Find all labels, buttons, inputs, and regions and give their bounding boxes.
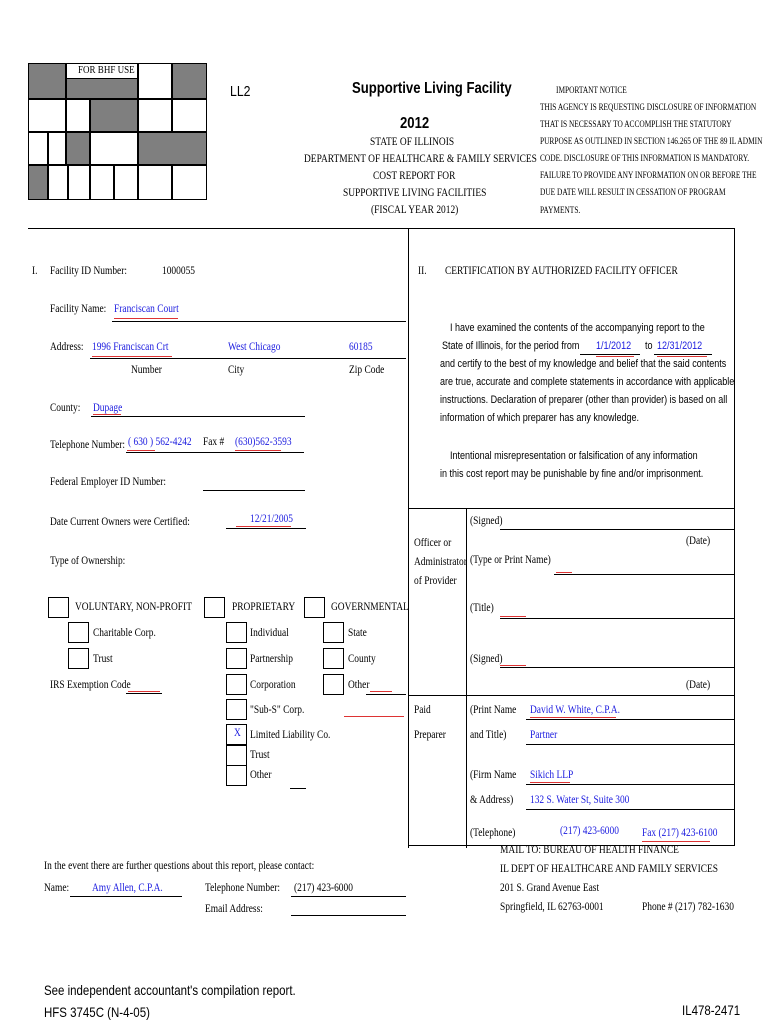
zip-caption: Zip Code (349, 364, 385, 376)
irs-label: IRS Exemption Code (50, 679, 131, 691)
spell-mark (556, 572, 572, 573)
warning-line: Intentional misrepresentation or falsification of any information (450, 450, 698, 462)
county-gov-checkbox[interactable] (323, 648, 344, 669)
officer-title-label: (Title) (470, 602, 494, 614)
facility-name-value[interactable]: Franciscan Court (114, 303, 179, 315)
period-to-value[interactable]: 12/31/2012 (657, 340, 703, 352)
ownership-label: Type of Ownership: (50, 555, 126, 567)
owners-certified-underline (226, 528, 306, 529)
spell-mark (92, 356, 172, 357)
email-label: Email Address: (205, 903, 263, 915)
contact-name-underline (70, 896, 182, 897)
telephone-value[interactable]: ( 630 ) 562-4242 (128, 436, 192, 448)
spell-mark (127, 450, 155, 451)
facility-id-value[interactable]: 1000055 (162, 265, 196, 277)
county-underline (91, 416, 305, 417)
state-checkbox[interactable] (323, 622, 344, 643)
facility-name-underline (112, 321, 406, 322)
contact-tel-label: Telephone Number: (205, 882, 281, 894)
period-to-underline (654, 354, 712, 355)
spell-mark (236, 526, 291, 527)
officer-date-label: (Date) (686, 535, 711, 547)
subs-label: "Sub-S" Corp. (250, 704, 305, 716)
llc-label: Limited Liability Co. (250, 729, 331, 741)
firm-address-value[interactable]: 132 S. Water St, Suite 300 (530, 794, 630, 806)
state-label: State (348, 627, 367, 639)
preparer-title-value[interactable]: Partner (530, 729, 558, 741)
telephone-underline (126, 452, 304, 453)
cert-line: instructions. Declaration of preparer (other than provider) is based on all (440, 394, 728, 406)
report-for-label: SUPPORTIVE LIVING FACILITIES (343, 187, 487, 199)
partnership-checkbox[interactable] (226, 648, 247, 669)
mail-to-line-1: MAIL TO: BUREAU OF HEALTH FINANCE (500, 844, 679, 856)
spell-mark (114, 318, 178, 319)
preparer-title-underline (526, 744, 734, 745)
preparer-signature-field[interactable] (500, 667, 734, 668)
preparer-signed-label: (Signed) (470, 653, 503, 665)
spell-mark (370, 691, 392, 692)
individual-checkbox[interactable] (226, 622, 247, 643)
contact-tel-value[interactable]: (217) 423-6000 (294, 882, 353, 894)
period-from-underline (580, 354, 640, 355)
corporation-checkbox[interactable] (226, 674, 247, 695)
cert-line: are true, accurate and complete statements in accordance with applicable (440, 376, 735, 388)
signature-top-line (408, 508, 735, 509)
form-code: LL2 (230, 83, 251, 100)
spell-mark (500, 665, 526, 666)
notice-line: CODE. DISCLOSURE OF THIS INFORMATION IS MANDATORY. (540, 153, 750, 163)
firm-name-label: (Firm Name (470, 769, 517, 781)
owners-certified-value[interactable]: 12/21/2005 (250, 513, 293, 525)
spell-mark (530, 717, 616, 718)
compilation-note: See independent accountant's compilation report. (44, 982, 296, 998)
street-value[interactable]: 1996 Franciscan Crt (92, 341, 169, 353)
corporation-label: Corporation (250, 679, 296, 691)
spell-mark (657, 356, 707, 357)
subs-checkbox[interactable] (226, 699, 247, 720)
notice-line: DUE DATE WILL RESULT IN CESSATION OF PROGRAM (540, 187, 726, 197)
frame-top-line (28, 228, 735, 229)
preparer-telephone-value[interactable]: (217) 423-6000 (560, 825, 619, 837)
spell-mark (128, 691, 160, 692)
owners-certified-label: Date Current Owners were Certified: (50, 516, 190, 528)
facility-type-title: Supportive Living Facility (352, 80, 512, 97)
partnership-label: Partnership (250, 653, 293, 665)
spell-mark (500, 616, 526, 617)
mail-to-line-2: IL DEPT OF HEALTHCARE AND FAMILY SERVICES (500, 863, 719, 875)
officer-signature-field[interactable] (500, 529, 734, 530)
frame-right-line (734, 228, 735, 846)
preparer-name-value[interactable]: David W. White, C.P.A. (530, 704, 620, 716)
email-field[interactable] (291, 915, 406, 916)
spell-mark (235, 450, 281, 451)
contact-tel-underline (291, 896, 406, 897)
preparer-print-name-label: (Print Name (470, 704, 517, 716)
facility-name-label: Facility Name: (50, 303, 107, 315)
fein-field[interactable] (203, 490, 305, 491)
firm-name-value[interactable]: Sikich LLP (530, 769, 574, 781)
county-value[interactable]: Dupage (93, 402, 123, 414)
governmental-checkbox[interactable] (304, 597, 325, 618)
spell-mark (530, 782, 570, 783)
warning-line: in this cost report may be punishable by fine and/or imprisonment. (440, 468, 704, 480)
spell-mark (642, 841, 710, 842)
state-label: STATE OF ILLINOIS (370, 136, 455, 148)
preparer-telephone-label: (Telephone) (470, 827, 516, 839)
spell-mark (93, 414, 121, 415)
voluntary-label: VOLUNTARY, NON-PROFIT (75, 601, 192, 613)
number-caption: Number (131, 364, 162, 376)
mail-to-line-4: Springfield, IL 62763-0001 (500, 901, 604, 913)
charitable-label: Charitable Corp. (93, 627, 156, 639)
department-label: DEPARTMENT OF HEALTHCARE & FAMILY SERVICES (304, 153, 537, 165)
notice-line: IMPORTANT NOTICE (556, 85, 627, 95)
paid-label: Paid (414, 704, 431, 716)
zip-value[interactable]: 60185 (349, 341, 373, 353)
county-gov-label: County (348, 653, 376, 665)
firm-address-label: & Address) (470, 794, 514, 806)
fein-label: Federal Employer ID Number: (50, 476, 167, 488)
facility-id-label: Facility ID Number: (50, 265, 128, 277)
officer-label-3: of Provider (414, 575, 457, 587)
address-underline (90, 358, 406, 359)
proprietary-other-field[interactable] (290, 788, 306, 789)
page-id: IL478-2471 (682, 1002, 741, 1018)
period-from-value[interactable]: 1/1/2012 (596, 340, 632, 352)
mail-to-line-3: 201 S. Grand Avenue East (500, 882, 600, 894)
officer-name-field[interactable] (554, 574, 734, 575)
other-gov-checkbox[interactable] (323, 674, 344, 695)
other-gov-label: Other (348, 679, 370, 691)
proprietary-trust-label: Trust (250, 749, 270, 761)
city-value[interactable]: West Chicago (228, 341, 281, 353)
city-caption: City (228, 364, 245, 376)
proprietary-label: PROPRIETARY (232, 601, 296, 613)
cert-line: and certify to the best of my knowledge and belief that the said contents (440, 358, 727, 370)
preparer-fax-value[interactable]: Fax (217) 423-6100 (642, 827, 718, 839)
contact-name-value[interactable]: Amy Allen, C.P.A. (92, 882, 163, 894)
irs-field[interactable] (126, 693, 162, 694)
contact-intro: In the event there are further questions about this report, please contact: (44, 860, 315, 872)
llc-checked-mark: X (234, 727, 241, 739)
notice-line: PAYMENTS. (540, 205, 581, 215)
cert-line: information of which preparer has any knowledge. (440, 412, 640, 424)
telephone-label: Telephone Number: (50, 439, 126, 451)
charitable-checkbox[interactable] (68, 622, 89, 643)
officer-title-field[interactable] (500, 618, 734, 619)
section-divider (408, 228, 409, 848)
proprietary-other-checkbox[interactable] (226, 765, 247, 786)
voluntary-checkbox[interactable] (48, 597, 69, 618)
fax-value[interactable]: (630)562-3593 (235, 436, 292, 448)
report-year: 2012 (400, 115, 430, 132)
preparer-label: Preparer (414, 729, 446, 741)
fiscal-year-label: (FISCAL YEAR 2012) (371, 204, 459, 216)
firm-address-underline (526, 809, 734, 810)
fax-label: Fax # (203, 436, 225, 448)
spell-mark (344, 716, 404, 717)
proprietary-checkbox[interactable] (204, 597, 225, 618)
mail-phone: Phone # (217) 782-1630 (642, 901, 734, 913)
proprietary-trust-checkbox[interactable] (226, 745, 247, 766)
notice-line: THAT IS NECESSARY TO ACCOMPLISH THE STATUTORY (540, 119, 732, 129)
section-ii-numeral: II. (418, 265, 427, 277)
preparer-top-line (408, 695, 735, 696)
certification-title: CERTIFICATION BY AUTHORIZED FACILITY OFFICER (445, 265, 678, 277)
cert-line: State of Illinois, for the period from (442, 340, 580, 352)
notice-line: FAILURE TO PROVIDE ANY INFORMATION ON OR BEFORE THE (540, 170, 757, 180)
preparer-title-label: and Title) (470, 729, 507, 741)
form-number: HFS 3745C (N-4-05) (44, 1004, 150, 1020)
proprietary-other-label: Other (250, 769, 272, 781)
firm-name-underline (526, 784, 734, 785)
trust-label: Trust (93, 653, 113, 665)
address-label: Address: (50, 341, 84, 353)
officer-label-2: Administrator (414, 556, 467, 568)
cert-line: I have examined the contents of the accompanying report to the (450, 322, 705, 334)
bhf-use-label: FOR BHF USE (78, 64, 135, 76)
notice-line: PURPOSE AS OUTLINED IN SECTION 146.265 OF THE 89 IL ADMIN (540, 136, 763, 146)
governmental-label: GOVERNMENTAL (331, 601, 409, 613)
preparer-date-label: (Date) (686, 679, 711, 691)
section-i-numeral: I. (32, 265, 38, 277)
trust-checkbox[interactable] (68, 648, 89, 669)
contact-name-label: Name: (44, 882, 70, 894)
officer-signed-label: (Signed) (470, 515, 503, 527)
other-gov-field[interactable] (366, 694, 406, 695)
report-label: COST REPORT FOR (373, 170, 456, 182)
to-label: to (645, 340, 653, 352)
spell-mark (596, 356, 634, 357)
preparer-name-underline (526, 719, 734, 720)
officer-print-name-label: (Type or Print Name) (470, 554, 551, 566)
notice-line: THIS AGENCY IS REQUESTING DISCLOSURE OF INFORMATION (540, 102, 757, 112)
county-label: County: (50, 402, 81, 414)
officer-label-1: Officer or (414, 537, 452, 549)
individual-label: Individual (250, 627, 289, 639)
